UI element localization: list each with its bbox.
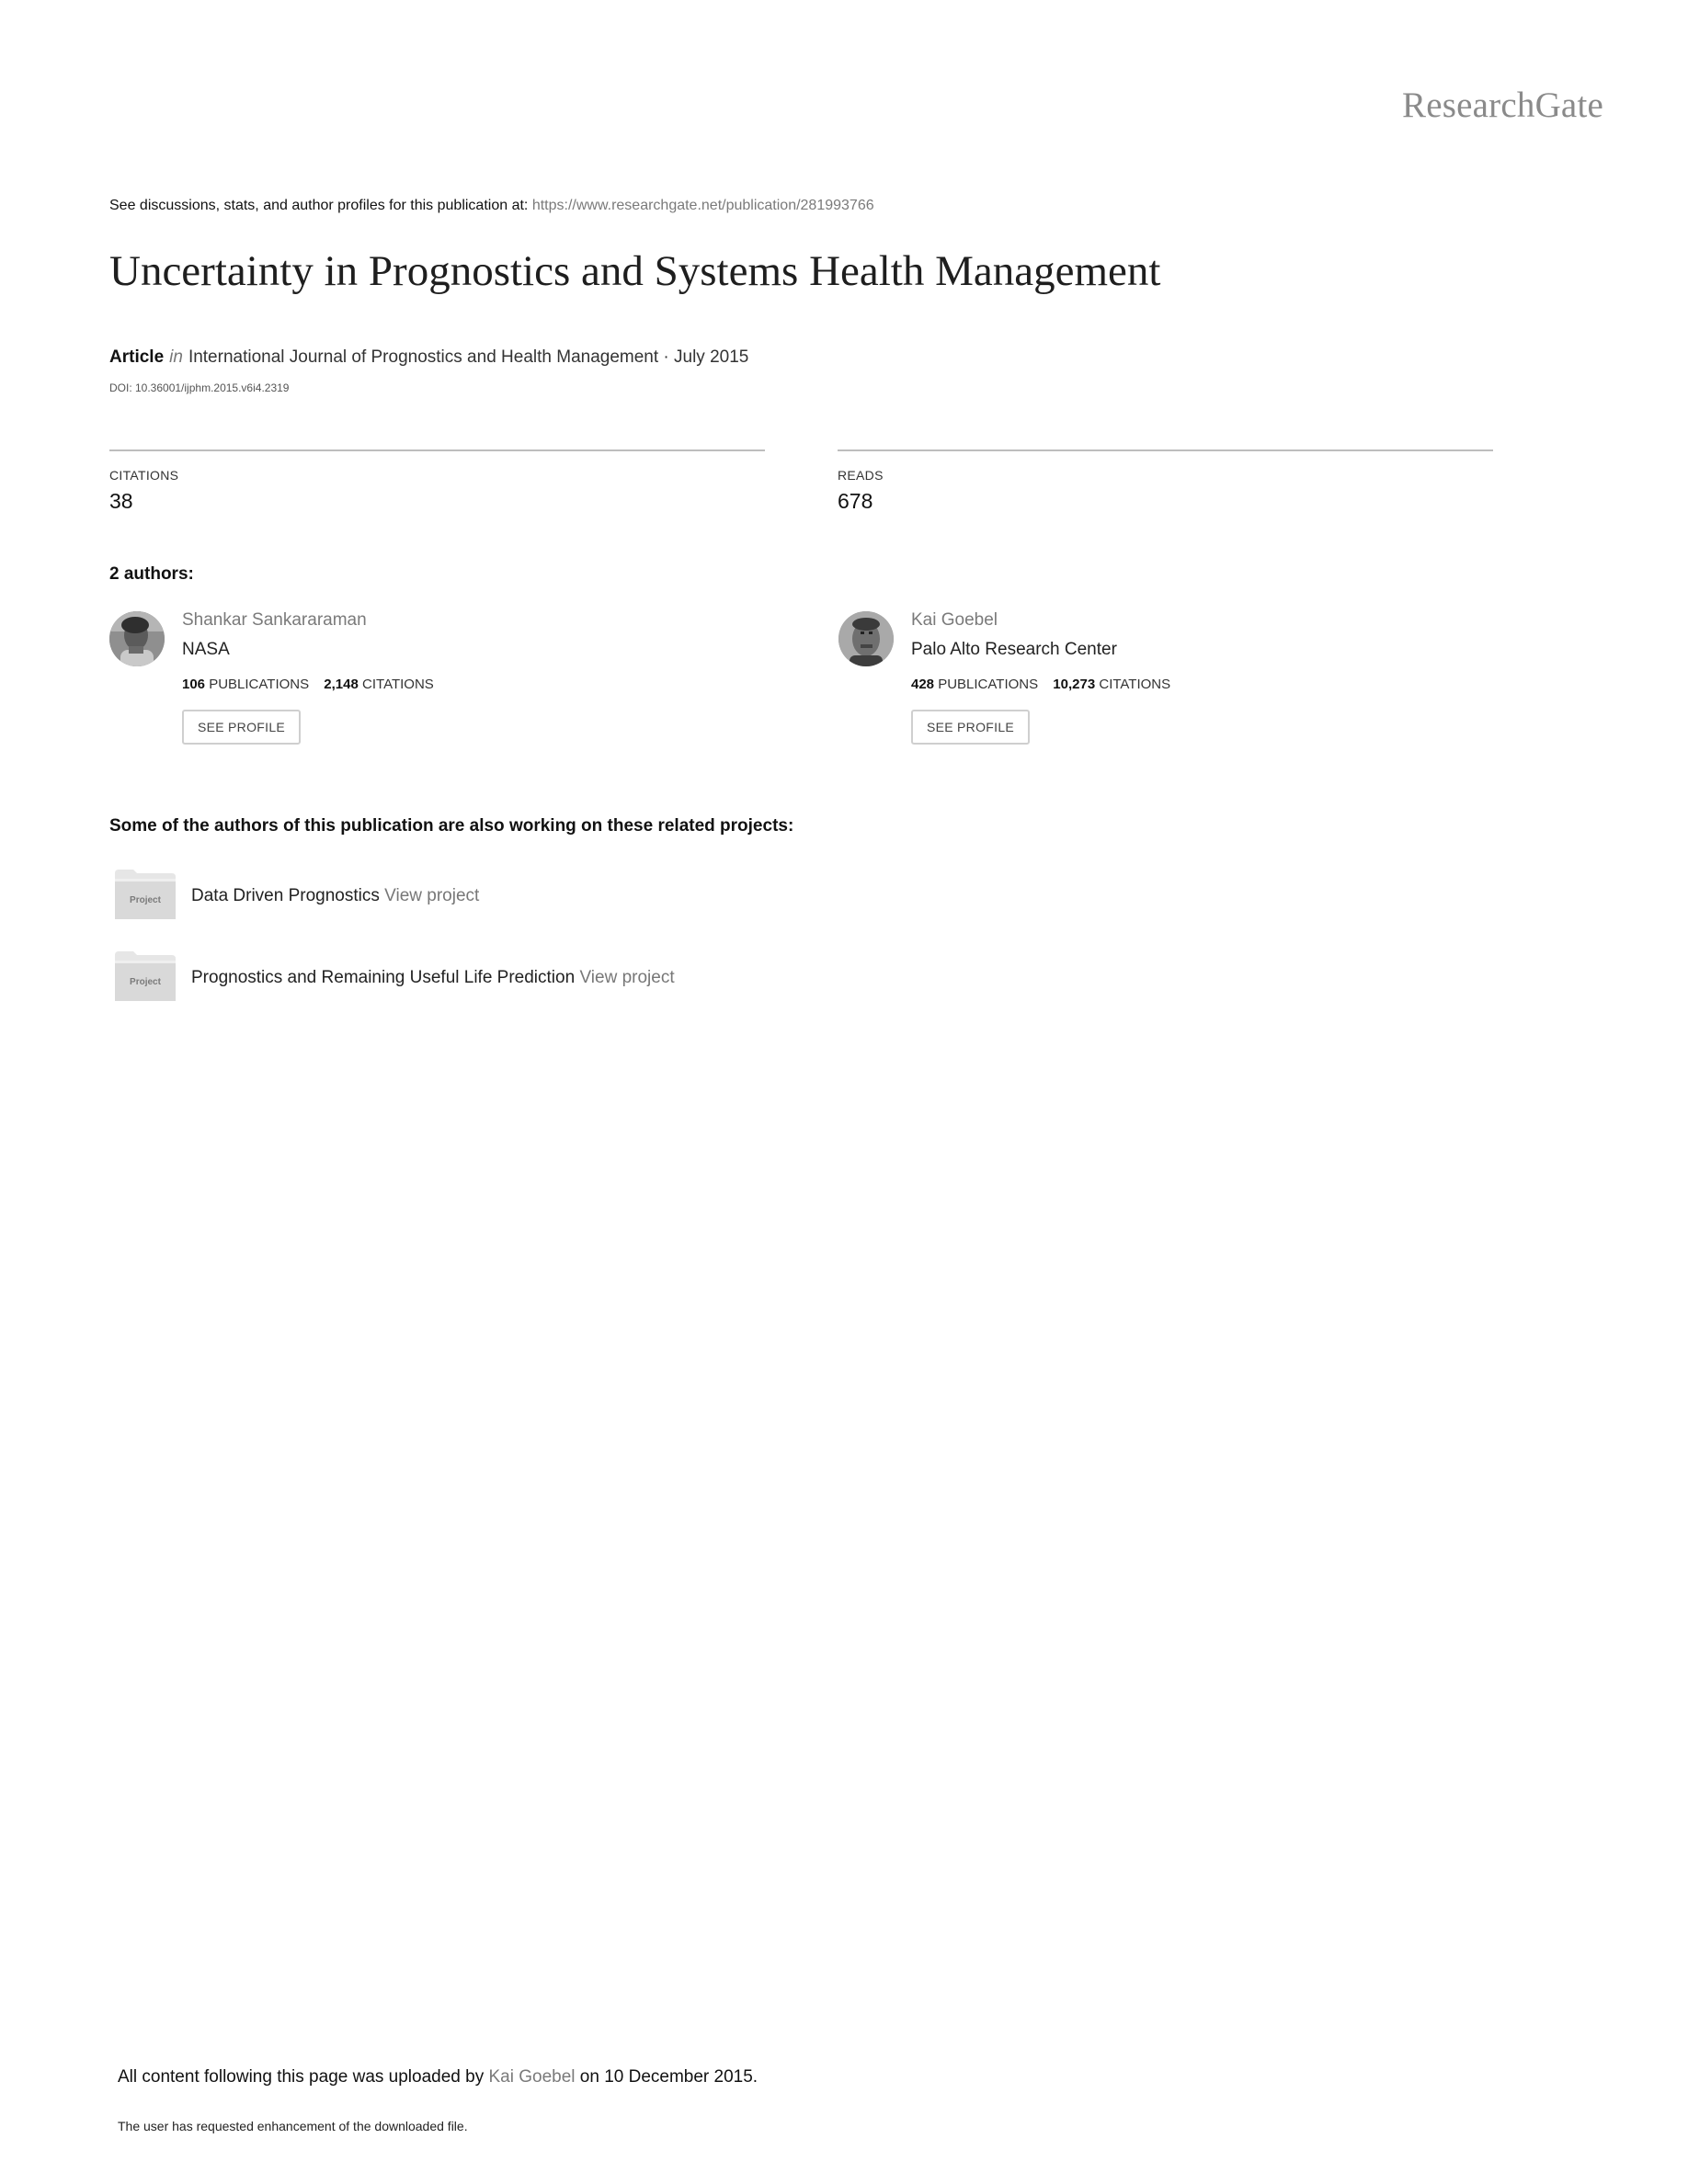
- project-folder-icon: [115, 951, 176, 1001]
- avatar-photo-icon: [109, 611, 165, 666]
- publications-label: PUBLICATIONS: [209, 677, 310, 692]
- in-label: in: [169, 347, 183, 367]
- view-project-link[interactable]: View project: [384, 886, 480, 905]
- author-name-sankararaman[interactable]: Shankar Sankararaman: [182, 610, 367, 630]
- author-avatar-goebel[interactable]: [838, 611, 894, 666]
- publications-label: PUBLICATIONS: [938, 677, 1039, 692]
- citations-label: CITATIONS: [109, 468, 179, 483]
- publications-count: 428: [911, 677, 935, 692]
- view-project-link[interactable]: View project: [579, 968, 675, 987]
- author-institution-goebel: Palo Alto Research Center: [911, 640, 1117, 659]
- researchgate-logo: ResearchGate: [1402, 85, 1603, 125]
- reads-value: 678: [838, 489, 873, 513]
- author-stats-sankararaman: [182, 677, 434, 692]
- avatar-photo-icon: [838, 611, 894, 666]
- publications-count: 106: [182, 677, 206, 692]
- uploader-link[interactable]: Kai Goebel: [488, 2067, 576, 2087]
- uploaded-suffix: on 10 December 2015.: [579, 2067, 758, 2087]
- author-avatar-sankararaman[interactable]: [109, 611, 165, 666]
- svg-text:Project: Project: [130, 895, 161, 905]
- project-title[interactable]: Data Driven Prognostics: [191, 886, 380, 905]
- author-institution-sankararaman: NASA: [182, 640, 230, 659]
- reads-label: READS: [838, 468, 884, 483]
- see-profile-button-goebel[interactable]: SEE PROFILE: [911, 710, 1030, 745]
- project-item-data-driven[interactable]: [191, 886, 479, 906]
- project-item-prognostics-rul[interactable]: [191, 968, 675, 988]
- project-folder-icon: [115, 870, 176, 919]
- enhancement-requested-note: The user has requested enhancement of the downloaded file.: [118, 2119, 468, 2133]
- see-discussions-line: [109, 198, 874, 214]
- citations-divider: [109, 449, 765, 451]
- publication-url-link[interactable]: https://www.researchgate.net/publication/281993766: [531, 198, 874, 213]
- uploaded-prefix: All content following this page was uploaded by: [118, 2067, 485, 2087]
- publication-doi: DOI: 10.36001/ijphm.2015.v6i4.2319: [109, 381, 290, 394]
- publication-title: Uncertainty in Prognostics and Systems Health Management: [109, 247, 1161, 295]
- author-name-goebel[interactable]: Kai Goebel: [911, 610, 998, 630]
- see-discussions-text: See discussions, stats, and author profiles for this publication at:: [109, 198, 529, 213]
- reads-divider: [838, 449, 1493, 451]
- related-projects-heading: Some of the authors of this publication are also working on these related projects:: [109, 816, 794, 836]
- citations-label: CITATIONS: [362, 677, 434, 692]
- citations-count: 10,273: [1053, 677, 1096, 692]
- see-profile-button-sankararaman[interactable]: SEE PROFILE: [182, 710, 301, 745]
- uploaded-by-line: [118, 2067, 758, 2087]
- publication-meta: [109, 347, 748, 368]
- citations-label: CITATIONS: [1099, 677, 1171, 692]
- citations-count: 2,148: [324, 677, 359, 692]
- authors-heading: 2 authors:: [109, 564, 194, 584]
- citations-value: 38: [109, 489, 133, 513]
- publication-venue[interactable]: International Journal of Prognostics and Health Management · July 2015: [188, 347, 749, 367]
- project-title[interactable]: Prognostics and Remaining Useful Life Prediction: [191, 968, 576, 987]
- author-stats-goebel: [911, 677, 1170, 692]
- svg-text:Project: Project: [130, 977, 161, 987]
- publication-type: Article: [109, 347, 165, 367]
